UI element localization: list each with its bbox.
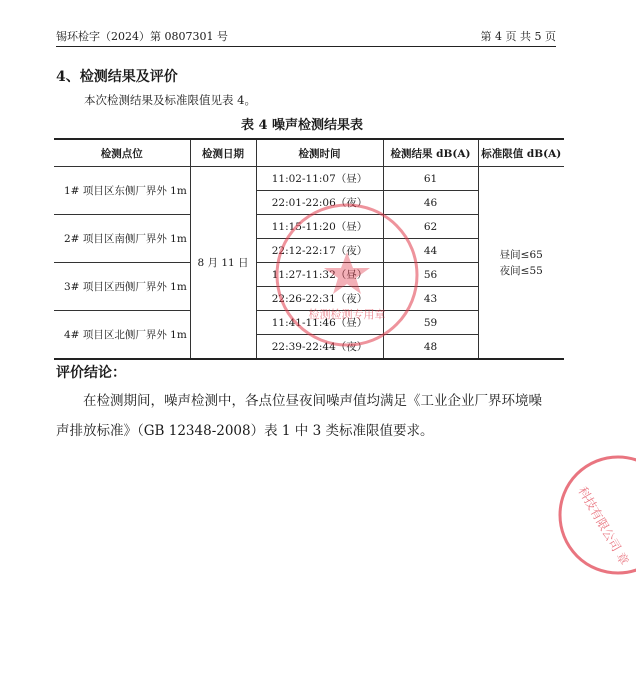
evaluation-text: 在检测期间，噪声检测中，各点位昼夜间噪声值均满足《工业企业厂界环境噪声排放标准》（GB 12348-2008）表 1 中 3 类标准限值要求。 [56,393,542,439]
test-time: 22:01-22:06（夜） [256,191,383,215]
noise-result-table [54,138,564,360]
edge-seal-ring [560,457,636,573]
document-number: 锡环检字（2024）第 0807301 号 [56,30,228,43]
table-row [54,167,564,191]
test-value: 62 [383,215,478,239]
header-limit: 标准限值 dB(A) [478,139,564,167]
test-value: 61 [383,167,478,191]
test-value: 48 [383,335,478,360]
test-value: 59 [383,311,478,335]
point-name: 1# 项目区东侧厂界外 1m [54,167,190,215]
test-time: 11:27-11:32（昼） [256,263,383,287]
test-date: 8 月 11 日 [190,167,256,360]
test-time: 22:12-22:17（夜） [256,239,383,263]
edge-seal-stamp [556,450,636,580]
test-time: 22:39-22:44（夜） [256,335,383,360]
seal-text: 检测检测专用章 [308,308,386,321]
limit-night: 夜间≤55 [499,264,543,277]
test-value: 56 [383,263,478,287]
test-time: 11:41-11:46（昼） [256,311,383,335]
test-value: 44 [383,239,478,263]
standard-limit [478,167,564,360]
point-name: 4# 项目区北侧厂界外 1m [54,311,190,360]
point-name: 3# 项目区西侧厂界外 1m [54,263,190,311]
table-header-row [54,139,564,167]
section-intro: 本次检测结果及标准限值见表 4。 [84,93,256,107]
evaluation-title: 评价结论： [56,365,126,381]
page-header [56,24,556,47]
header-result: 检测结果 dB(A) [383,139,478,167]
table-caption: 表 4 噪声检测结果表 [240,118,364,133]
test-value: 46 [383,191,478,215]
header-date: 检测日期 [190,139,256,167]
test-time: 11:02-11:07（昼） [256,167,383,191]
test-time: 11:15-11:20（昼） [256,215,383,239]
test-time: 22:26-22:31（夜） [256,287,383,311]
section-title: 4、检测结果及评价 [56,69,178,85]
page-info: 第 4 页 共 5 页 [480,30,556,43]
point-name: 2# 项目区南侧厂界外 1m [54,215,190,263]
limit-day: 昼间≤65 [499,248,543,261]
test-value: 43 [383,287,478,311]
header-time: 检测时间 [256,139,383,167]
header-point: 检测点位 [54,139,190,167]
edge-seal-text: 科技有限公司 章 [575,484,632,568]
